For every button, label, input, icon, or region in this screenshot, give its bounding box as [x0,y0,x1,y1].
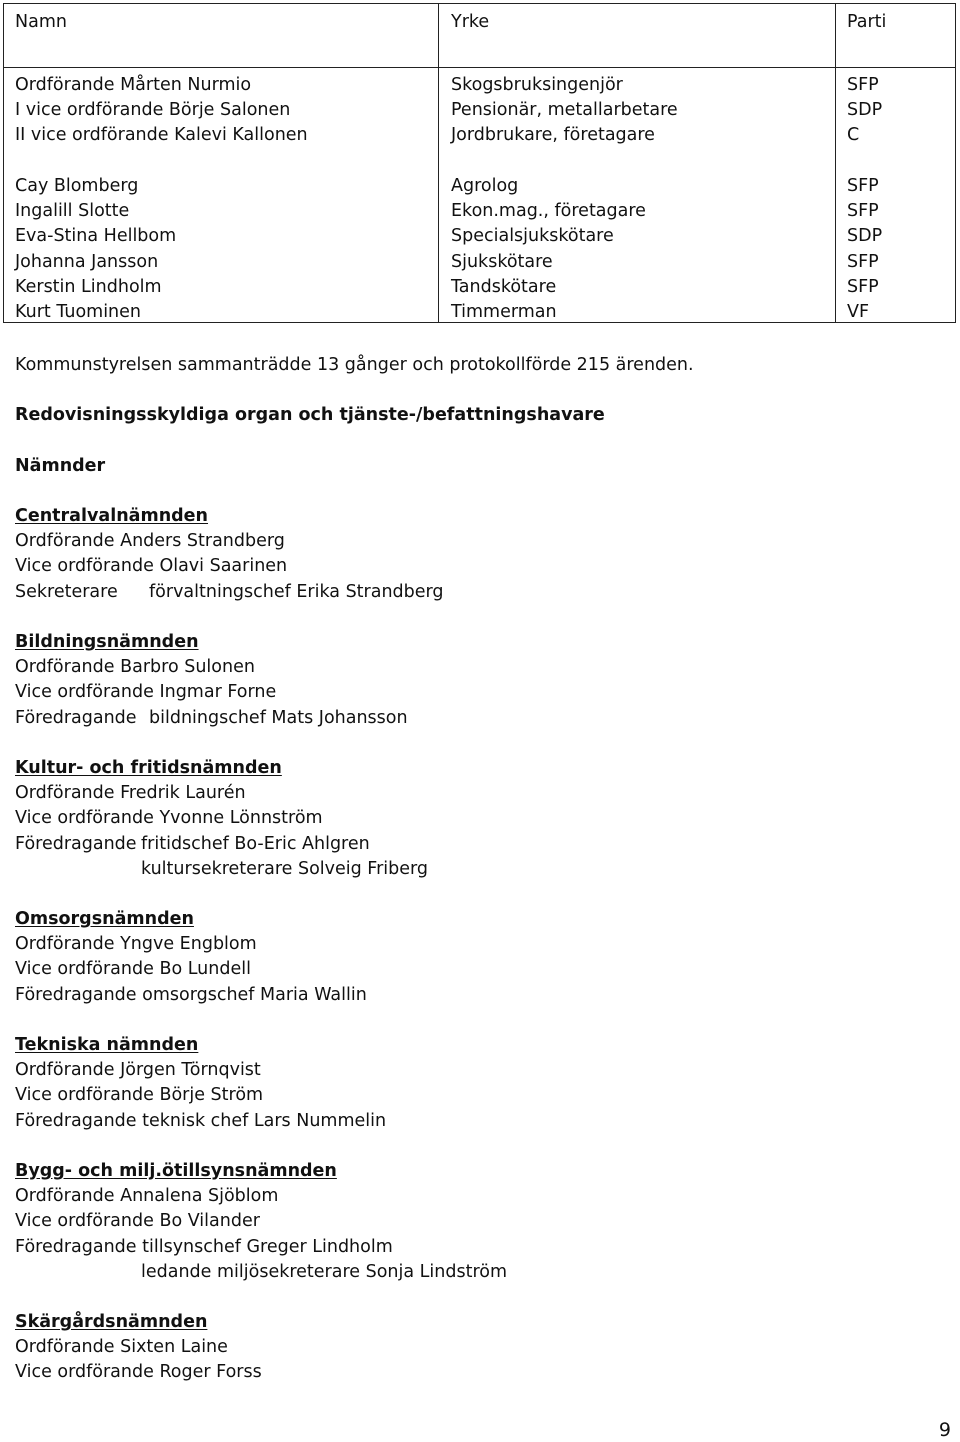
committee-line [15,1209,507,1234]
members-names [15,174,176,325]
table-cell: Cay Blomberg [15,176,139,196]
committee-line [15,529,444,554]
table-cell: SDP [847,226,883,247]
committee-line [15,706,408,731]
section-heading: Redovisningsskyldiga organ och tjänste-/befattningshavare [15,405,605,425]
meetings-text: Kommunstyrelsen sammanträdde 13 gånger och protokollförde 215 ärenden. [15,355,694,375]
table-cell: SFP [847,176,879,196]
committee-line [15,1083,386,1108]
committee-title: Bildningsnämnden [15,632,199,652]
committee-line [15,781,428,806]
table-cell: SFP [847,276,879,297]
committee-title: Bygg- och milj.ötillsynsnämnden [15,1161,337,1181]
table-cell: Ordförande Mårten Nurmio [15,75,252,95]
person-name: kultursekreterare Solveig Friberg [141,858,429,879]
table-cell: SDP [847,100,883,121]
role-label: Ordförande [15,1337,115,1358]
role-label: Ordförande [15,657,115,678]
committee-bygg [15,1159,507,1285]
committee-line [15,1335,262,1360]
table-cell: II vice ordförande Kalevi Kallonen [15,125,308,146]
page-number: 9 [938,1419,951,1441]
person-name: Roger Forss [159,1362,262,1383]
committee-line [15,1235,507,1260]
table-cell: Timmerman [451,302,557,323]
person-name: Sixten Laine [120,1337,228,1358]
committee-title: Kultur- och fritidsnämnden [15,758,282,778]
members-occupations [451,174,646,325]
committee-bildning [15,630,408,731]
committee-line [15,957,367,982]
role-label: Vice ordförande [15,1211,154,1232]
person-name: Jörgen Törnqvist [120,1060,261,1081]
table-cell: Agrolog [451,176,519,196]
committee-line [15,1360,262,1385]
committee-title: Skärgårdsnämnden [15,1312,208,1332]
committee-line [15,680,408,705]
role-label: Sekreterare [15,581,118,602]
person-name: omsorgschef Maria Wallin [142,984,367,1005]
role-label: Vice ordförande [15,1362,154,1383]
table-cell: Johanna Jansson [15,251,159,272]
committee-line [15,1109,386,1134]
committee-kultur [15,756,428,882]
role-label: Vice ordförande [15,556,154,577]
role-label: Vice ordförande [15,959,154,980]
table-cell: VF [847,302,870,323]
header-occupation: Yrke [451,12,490,32]
committee-title: Centralvalnämnden [15,506,209,526]
committee-centralval [15,504,444,605]
section-subheading: Nämnder [15,456,106,476]
header-party: Parti [847,12,887,32]
role-label: Vice ordförande [15,682,154,703]
table-cell: Kurt Tuominen [15,302,142,323]
table-cell: Ekon.mag., företagare [451,201,646,222]
person-name: bildningschef Mats Johansson [149,707,408,728]
person-name: teknisk chef Lars Nummelin [142,1110,387,1131]
committee-skargard [15,1310,262,1386]
committee-line [15,655,408,680]
person-name: Börje Ström [159,1085,264,1106]
committee-line [15,932,367,957]
committee-line [15,857,428,882]
committee-line [15,983,367,1008]
board-table [3,3,956,323]
table-cell: SFP [847,201,879,222]
role-label: Ordförande [15,531,115,552]
person-name: tillsynschef Greger Lindholm [142,1236,393,1257]
committee-title: Omsorgsnämnden [15,909,194,929]
table-cell: Jordbrukare, företagare [451,125,655,146]
committee-line [15,806,428,831]
table-cell: Tandskötare [451,276,557,297]
committee-title: Tekniska nämnden [15,1035,199,1055]
role-label: Föredragande [15,1110,137,1131]
role-label: Föredragande [15,833,137,854]
person-name: ledande miljösekreterare Sonja Lindström [141,1261,508,1282]
committee-line [15,1260,507,1285]
table-cell: I vice ordförande Börje Salonen [15,100,291,121]
person-name: Bo Vilander [159,1211,260,1232]
person-name: Annalena Sjöblom [120,1186,279,1207]
table-cell: Skogsbruksingenjör [451,75,623,95]
role-label: Föredragande [15,1236,137,1257]
committee-line [15,1184,507,1209]
person-name: Barbro Sulonen [120,657,255,678]
table-cell: Pensionär, metallarbetare [451,100,678,121]
person-name: Anders Strandberg [120,531,285,552]
committee-line [15,580,444,605]
person-name: Yngve Engblom [120,934,257,955]
role-label: Ordförande [15,1060,115,1081]
person-name: förvaltningschef Erika Strandberg [149,581,444,602]
committee-line [15,554,444,579]
officers-parties [847,73,882,149]
table-cell: C [847,125,860,146]
committee-teknisk [15,1033,386,1134]
officers-names [15,73,308,149]
committee-omsorg [15,907,367,1008]
role-label: Föredragande [15,984,137,1005]
role-label: Ordförande [15,1186,115,1207]
role-label: Föredragande [15,707,137,728]
committee-line [15,832,428,857]
table-cell: Eva-Stina Hellbom [15,226,177,247]
table-cell: Sjukskötare [451,251,553,272]
header-divider [4,67,955,68]
person-name: Fredrik Laurén [120,783,246,804]
header-name: Namn [15,12,67,32]
table-cell: Ingalill Slotte [15,201,130,222]
person-name: Yvonne Lönnström [159,808,323,829]
person-name: fritidschef Bo-Eric Ahlgren [141,833,370,854]
person-name: Ingmar Forne [159,682,277,703]
person-name: Olavi Saarinen [159,556,288,577]
column-divider [835,4,836,322]
committee-line [15,1058,386,1083]
role-label: Ordförande [15,783,115,804]
role-label: Ordförande [15,934,115,955]
table-cell: SFP [847,75,879,95]
table-cell: Kerstin Lindholm [15,276,162,297]
table-cell: Specialsjukskötare [451,226,614,247]
role-label: Vice ordförande [15,808,154,829]
column-divider [438,4,439,322]
members-parties [847,174,882,325]
officers-occupations [451,73,678,149]
table-cell: SFP [847,251,879,272]
person-name: Bo Lundell [159,959,251,980]
role-label: Vice ordförande [15,1085,154,1106]
